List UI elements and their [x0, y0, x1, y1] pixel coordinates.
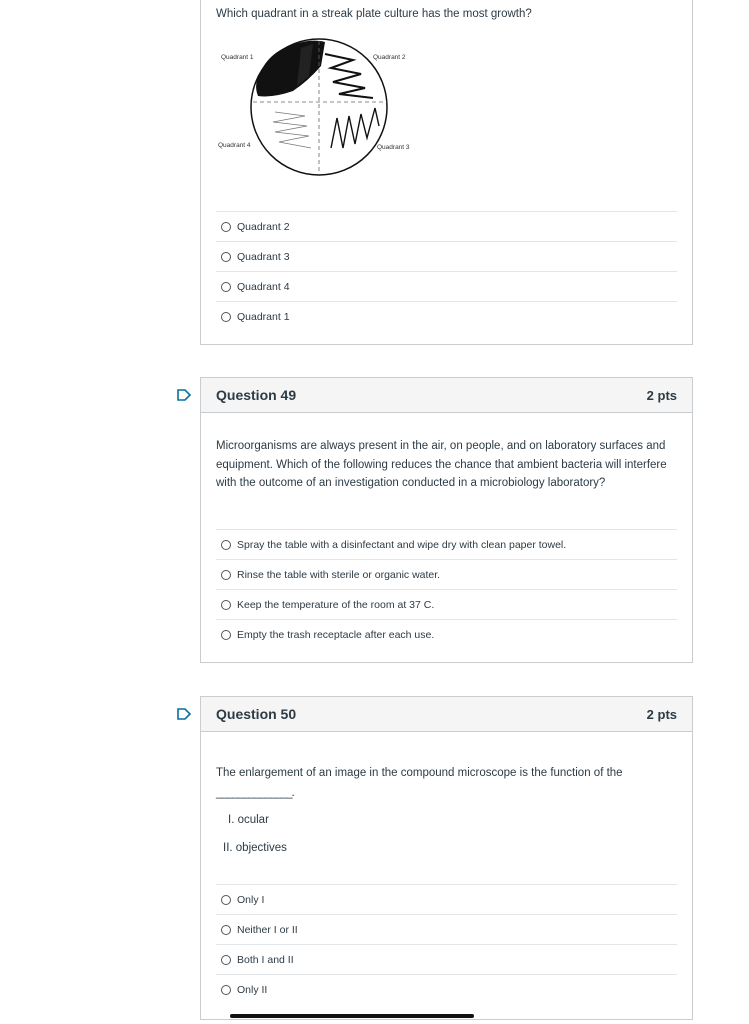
question-48-answers — [216, 211, 677, 331]
question-49-card — [200, 377, 693, 663]
answer-option[interactable] — [216, 944, 677, 974]
answer-option[interactable] — [216, 619, 677, 649]
answer-option[interactable] — [216, 914, 677, 944]
flag-question-49-icon[interactable] — [177, 389, 191, 401]
answer-option[interactable] — [216, 884, 677, 914]
answer-label: Keep the temperature of the room at 37 C. — [237, 598, 435, 611]
diagram-label-q3: Quadrant 3 — [377, 144, 410, 151]
answer-label: Rinse the table with sterile or organic water. — [237, 568, 441, 581]
answer-option[interactable] — [216, 241, 677, 271]
answer-option[interactable] — [216, 559, 677, 589]
question-50-prompt: The enlargement of an image in the compound microscope is the function of the — [216, 767, 623, 779]
option-i: I. ocular — [228, 814, 269, 826]
radio-button[interactable] — [221, 600, 231, 610]
answer-option[interactable] — [216, 589, 677, 619]
question-50-answers — [216, 884, 677, 1004]
question-49-title: Question 49 — [216, 387, 297, 403]
radio-button[interactable] — [221, 312, 231, 322]
answer-label: Quadrant 2 — [237, 220, 290, 233]
answer-label: Quadrant 1 — [237, 310, 290, 323]
option-ii: II. objectives — [223, 842, 287, 854]
answer-label: Both I and II — [237, 953, 294, 966]
radio-button[interactable] — [221, 955, 231, 965]
question-50-title: Question 50 — [216, 706, 297, 722]
question-49-answers — [216, 529, 677, 649]
radio-button[interactable] — [221, 985, 231, 995]
answer-label: Only II — [237, 983, 268, 996]
answer-label: Only I — [237, 893, 265, 906]
radio-button[interactable] — [221, 895, 231, 905]
radio-button[interactable] — [221, 925, 231, 935]
streak-plate-diagram — [213, 36, 443, 186]
answer-option[interactable] — [216, 211, 677, 241]
question-50-points: 2 pts — [646, 706, 677, 722]
radio-button[interactable] — [221, 540, 231, 550]
question-48-prompt: Which quadrant in a streak plate culture has the most growth? — [216, 8, 532, 20]
radio-button[interactable] — [221, 222, 231, 232]
answer-label: Quadrant 3 — [237, 250, 290, 263]
question-49-header — [201, 378, 692, 413]
home-indicator-bar — [230, 1014, 474, 1018]
answer-option[interactable] — [216, 974, 677, 1004]
question-50-card — [200, 696, 693, 1020]
radio-button[interactable] — [221, 630, 231, 640]
radio-button[interactable] — [221, 570, 231, 580]
answer-label: Spray the table with a disinfectant and wipe dry with clean paper towel. — [237, 538, 567, 551]
diagram-label-q2: Quadrant 2 — [373, 54, 406, 61]
answer-option[interactable] — [216, 301, 677, 331]
answer-label: Neither I or II — [237, 923, 298, 936]
answer-option[interactable] — [216, 271, 677, 301]
radio-button[interactable] — [221, 252, 231, 262]
question-50-header — [201, 697, 692, 732]
diagram-label-q1: Quadrant 1 — [221, 54, 254, 61]
radio-button[interactable] — [221, 282, 231, 292]
question-50-blank: ______________. — [216, 787, 294, 799]
question-49-points: 2 pts — [646, 387, 677, 403]
answer-label: Quadrant 4 — [237, 280, 290, 293]
answer-label: Empty the trash receptacle after each use. — [237, 628, 435, 641]
answer-option[interactable] — [216, 529, 677, 559]
flag-question-50-icon[interactable] — [177, 708, 191, 720]
diagram-label-q4: Quadrant 4 — [218, 142, 251, 149]
question-48-card — [200, 0, 693, 345]
question-49-prompt: Microorganisms are always present in the air, on people, and on laboratory surfaces and equipment. Which of the following reduces the chance that ambient bacteria will interfere with the outcome of an investigation conducted in a microbiology laboratory? — [216, 440, 667, 489]
